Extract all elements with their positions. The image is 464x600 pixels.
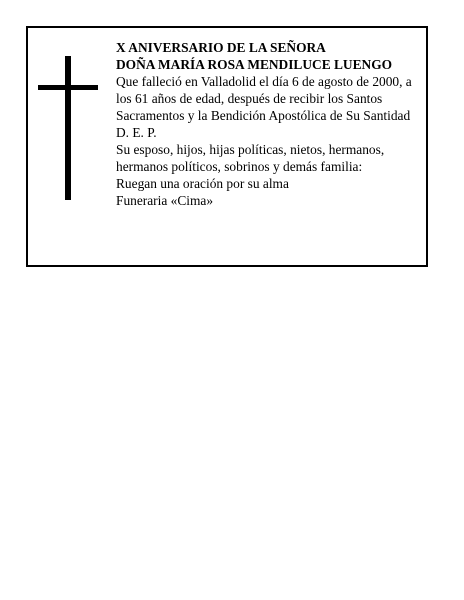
notice-body-line: Que falleció en Valladolid el día 6 de agosto de 2000, a [116, 74, 412, 89]
notice-body-line: hermanos políticos, sobrinos y demás familia: [116, 159, 363, 174]
cross-vertical-bar [65, 56, 71, 200]
cross-horizontal-bar [38, 85, 98, 90]
notice-body-line: Su esposo, hijos, hijas políticas, nietos, hermanos, [116, 142, 385, 157]
cross-icon [38, 56, 98, 200]
notice-rip: D. E. P. [116, 125, 157, 140]
notice-body-line: los 61 años de edad, después de recibir los Santos [116, 91, 383, 106]
notice-body-line: Sacramentos y la Bendición Apostólica de Su Santidad [116, 108, 411, 123]
notice-prayer-request: Ruegan una oración por su alma [116, 176, 289, 191]
notice-heading-anniversary: X ANIVERSARIO DE LA SEÑORA [116, 40, 326, 55]
notice-text [116, 39, 422, 209]
notice-funeral-home: Funeraria «Cima» [116, 193, 214, 208]
notice-heading-name: DOÑA MARÍA ROSA MENDILUCE LUENGO [116, 57, 393, 72]
obituary-notice [26, 26, 428, 267]
